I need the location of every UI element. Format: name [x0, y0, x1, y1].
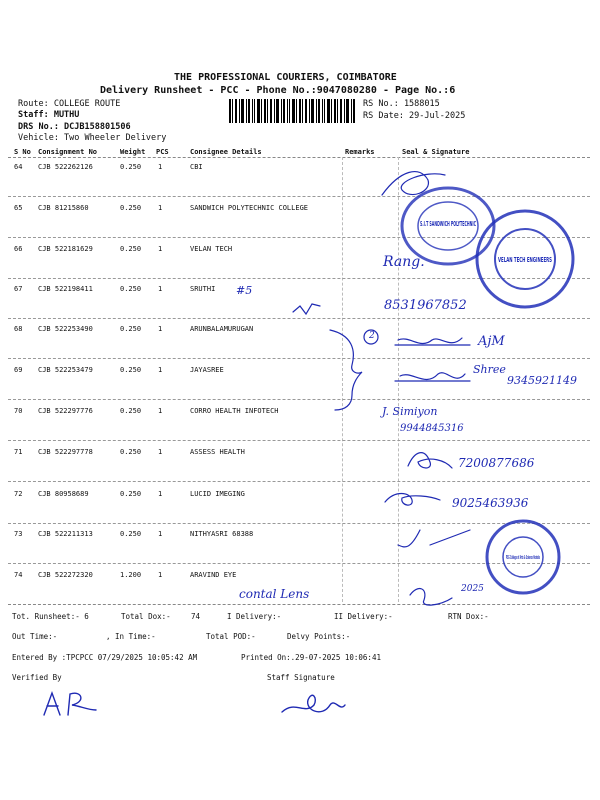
check-scribble — [430, 530, 470, 545]
row-weight: 0.250 — [120, 285, 142, 293]
signature-scribble — [408, 453, 452, 468]
row-consignee: NITHYASRI 68388 — [190, 530, 254, 538]
row-pcs: 1 — [158, 571, 163, 579]
row-pcs: 1 — [158, 245, 163, 253]
bracket-scribble — [330, 330, 362, 410]
row-weight: 0.250 — [120, 366, 142, 374]
col-remarks: Remarks — [345, 148, 375, 156]
company-title: THE PROFESSIONAL COURIERS, COIMBATORE — [174, 72, 397, 83]
row-sno: 70 — [14, 407, 23, 415]
row-weight: 0.250 — [120, 448, 142, 456]
row-sno: 74 — [14, 571, 23, 579]
row-sno: 66 — [14, 245, 23, 253]
row-consignment: CJB 522181629 — [38, 245, 93, 253]
delvy-points: Delvy Points:- — [287, 632, 351, 641]
row-pcs: 1 — [158, 490, 163, 498]
row-consignee: SANDWICH POLYTECHNIC COLLEGE — [190, 204, 309, 212]
row-consignment: CJB 81215860 — [38, 204, 89, 212]
row-weight: 0.250 — [120, 163, 142, 171]
row-sno: 69 — [14, 366, 23, 374]
row-consignee: ARAVIND EYE — [190, 571, 237, 579]
row-consignee: ARUNBALAMURUGAN — [190, 325, 254, 333]
handwritten-mark: #5 — [236, 284, 253, 297]
tick-scribble — [293, 304, 320, 314]
row-sno: 64 — [14, 163, 23, 171]
row-consignee: CBI — [190, 163, 203, 171]
row-consignment: CJB 522253479 — [38, 366, 93, 374]
row-weight: 0.250 — [120, 490, 142, 498]
signature-scribble — [385, 494, 440, 506]
in-time: , In Time:- — [106, 632, 156, 641]
row-consignee: JAYASREE — [190, 366, 224, 374]
total-dox-label: Total Dox:- — [121, 612, 171, 621]
row-sno: 73 — [14, 530, 23, 538]
row-sno: 65 — [14, 204, 23, 212]
row-pcs: 1 — [158, 325, 163, 333]
route-label: Route: COLLEGE ROUTE — [18, 99, 121, 109]
col-seal: Seal & Signature — [402, 148, 470, 156]
col-sno: S No — [14, 148, 31, 156]
row-pcs: 1 — [158, 285, 163, 293]
row-consignment: CJB 522297776 — [38, 407, 93, 415]
out-time: Out Time:- — [12, 632, 58, 641]
staff-signature-label: Staff Signature — [267, 673, 335, 682]
ii-delivery: II Delivery:- — [334, 612, 393, 621]
psg-stamp — [483, 517, 563, 597]
check-scribble — [398, 530, 420, 547]
handwritten-phone: 8531967852 — [384, 298, 467, 313]
row-weight: 0.250 — [120, 407, 142, 415]
col-weight: Weight — [120, 148, 146, 156]
handwritten-receiver: Rang. — [383, 254, 425, 270]
row-consignment: CJB 522253490 — [38, 325, 93, 333]
row-pcs: 1 — [158, 204, 163, 212]
handwritten-receiver: J. Simiyon — [382, 405, 438, 418]
row-consignee: LUCID IMEGING — [190, 490, 245, 498]
i-delivery: I Delivery:- — [227, 612, 282, 621]
col-consignee: Consignee Details — [190, 148, 262, 156]
stamp-text: VELAN TECH ENGINEERS — [498, 256, 552, 264]
drs-label: DRS No.: DCJB158801506 — [18, 122, 131, 132]
row-sno: 68 — [14, 325, 23, 333]
tot-runsheet: Tot. Runsheet:- 6 — [12, 612, 89, 621]
stamp-text: S.I.T SANDWICH POLYTECHNIC — [420, 220, 476, 228]
col-consignment: Consignment No — [38, 148, 98, 156]
handwritten-phone: 9025463936 — [452, 496, 529, 510]
handwritten-year: 2025 — [461, 584, 484, 594]
signature-scribble — [410, 589, 452, 606]
row-consignment: CJB 522262126 — [38, 163, 93, 171]
row-consignment: CJB 522272320 — [38, 571, 93, 579]
row-consignment: CJB 522297778 — [38, 448, 93, 456]
verified-signature — [44, 693, 60, 715]
row-consignment: CJB 522198411 — [38, 285, 93, 293]
row-weight: 0.250 — [120, 204, 142, 212]
staff-signature — [282, 695, 345, 712]
strike-scribble — [400, 373, 465, 380]
row-sno: 71 — [14, 448, 23, 456]
runsheet-subtitle: Delivery Runsheet - PCC - Phone No.:9047080280 - Page No.:6 — [100, 85, 456, 96]
printed-on: Printed On:.29-07-2025 10:06:41 — [241, 653, 381, 662]
rs-number: RS No.: 1588015 — [363, 99, 440, 109]
row-pcs: 1 — [158, 448, 163, 456]
row-consignee: CORRO HEALTH INFOTECH — [190, 407, 279, 415]
row-consignee: SRUTHI — [190, 285, 216, 293]
row-weight: 0.250 — [120, 325, 142, 333]
strike-scribble — [398, 338, 462, 344]
row-consignment: CJB 522211313 — [38, 530, 93, 538]
col-pcs: PCS — [156, 148, 169, 156]
row-weight: 0.250 — [120, 245, 142, 253]
handwritten-phone: 9944845316 — [400, 423, 464, 434]
stamp-text: PSG College of Arts & Science Hostels — [506, 555, 541, 561]
velan-stamp — [469, 207, 581, 311]
rtn-dox: RTN Dox:- — [448, 612, 489, 621]
row-sno: 67 — [14, 285, 23, 293]
row-consignee: VELAN TECH — [190, 245, 233, 253]
handwritten-count: 2 — [369, 331, 375, 341]
verified-by: Verified By — [12, 673, 62, 682]
row-consignee: ASSESS HEALTH — [190, 448, 245, 456]
handwritten-phone: 7200877686 — [458, 456, 535, 470]
vehicle-label: Vehicle: Two Wheeler Delivery — [18, 133, 167, 143]
row-consignment: CJB 80958689 — [38, 490, 89, 498]
row-pcs: 1 — [158, 530, 163, 538]
total-pod: Total POD:- — [206, 632, 256, 641]
row-pcs: 1 — [158, 366, 163, 374]
handwritten-phone: 9345921149 — [507, 374, 577, 387]
row-weight: 0.250 — [120, 530, 142, 538]
handwritten-note: contal Lens — [239, 587, 310, 601]
row-weight: 1.200 — [120, 571, 142, 579]
handwritten-receiver: Shree — [473, 363, 506, 376]
row-pcs: 1 — [158, 163, 163, 171]
count-circle — [364, 330, 378, 344]
staff-label: Staff: MUTHU — [18, 110, 80, 120]
handwritten-receiver: AjM — [478, 334, 505, 349]
rs-date: RS Date: 29-Jul-2025 — [363, 111, 466, 121]
total-dox-value: 74 — [191, 612, 201, 621]
row-pcs: 1 — [158, 407, 163, 415]
entered-by: Entered By :TPCPCC 07/29/2025 10:05:42 AM — [12, 653, 198, 662]
row-sno: 72 — [14, 490, 23, 498]
verified-signature — [68, 693, 96, 715]
